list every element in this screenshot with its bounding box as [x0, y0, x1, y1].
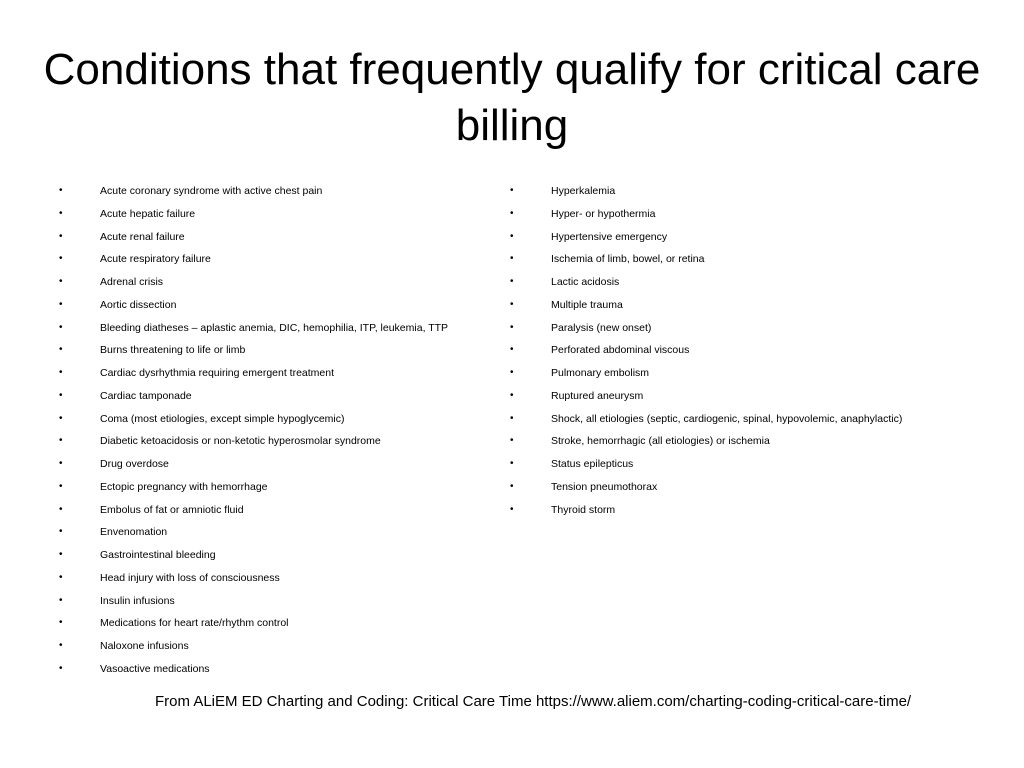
bullet-icon: • — [510, 344, 514, 356]
list-item — [56, 612, 496, 635]
list-item — [507, 248, 987, 271]
list-item — [507, 430, 987, 453]
bullet-icon: • — [510, 321, 514, 333]
list-item-text: Ruptured aneurysm — [551, 389, 644, 402]
bullet-icon: • — [59, 321, 63, 333]
bullet-icon: • — [59, 230, 63, 242]
list-item-text: Embolus of fat or amniotic fluid — [100, 503, 244, 516]
list-item — [56, 453, 496, 476]
list-item-text: Pulmonary embolism — [551, 367, 650, 379]
list-item — [507, 476, 987, 499]
list-item-text: Medications for heart rate/rhythm control — [100, 617, 289, 630]
bullet-icon: • — [59, 389, 63, 401]
list-item — [56, 180, 496, 203]
list-item-text: Stroke, hemorrhagic (all etiologies) or ischemia — [551, 435, 770, 448]
list-item — [56, 339, 496, 362]
list-item — [507, 294, 987, 317]
list-item — [56, 226, 496, 249]
bullet-icon: • — [59, 594, 63, 606]
bullet-icon: • — [510, 389, 514, 401]
bullet-icon: • — [510, 503, 514, 515]
list-item-text: Shock, all etiologies (septic, cardiogenic, spinal, hypovolemic, anaphylactic) — [551, 412, 903, 425]
slide-title: Conditions that frequently qualify for critical care billing — [43, 45, 981, 150]
list-item — [507, 362, 987, 385]
bullet-icon: • — [59, 571, 63, 583]
bullet-icon: • — [510, 230, 514, 242]
bullet-icon: • — [59, 662, 63, 674]
list-item — [507, 271, 987, 294]
bullet-icon: • — [59, 617, 63, 629]
list-item-text: Gastrointestinal bleeding — [100, 549, 216, 561]
list-item-text: Ectopic pregnancy with hemorrhage — [100, 480, 268, 493]
list-item-text: Cardiac tamponade — [100, 389, 192, 402]
bullet-icon: • — [510, 185, 514, 196]
list-item-text: Acute hepatic failure — [100, 207, 196, 220]
bullet-icon: • — [510, 207, 514, 219]
list-item-text: Acute coronary syndrome with active chest pain — [100, 185, 323, 197]
list-item — [56, 430, 496, 453]
list-item-text: Cardiac dysrhythmia requiring emergent treatment — [100, 367, 335, 379]
list-item — [56, 476, 496, 499]
list-item-text: Paralysis (new onset) — [551, 321, 652, 334]
list-item — [507, 180, 987, 203]
list-item — [56, 271, 496, 294]
bullet-icon: • — [59, 207, 63, 219]
list-item — [507, 339, 987, 362]
list-item-text: Perforated abdominal viscous — [551, 344, 690, 357]
list-item — [56, 658, 496, 681]
list-item — [56, 544, 496, 567]
bullet-icon: • — [59, 185, 63, 196]
list-item — [56, 385, 496, 408]
list-item — [56, 362, 496, 385]
list-item-text: Burns threatening to life or limb — [100, 344, 246, 357]
bullet-icon: • — [510, 435, 514, 447]
list-item-text: Adrenal crisis — [100, 276, 164, 288]
list-item-text: Ischemia of limb, bowel, or retina — [551, 253, 705, 266]
list-item-text: Drug overdose — [100, 458, 169, 470]
bullet-icon: • — [59, 640, 63, 651]
list-item-text: Bleeding diatheses – aplastic anemia, DIC, hemophilia, ITP, leukemia, TTP — [100, 321, 449, 334]
list-item-text: Insulin infusions — [100, 594, 175, 607]
list-item — [507, 385, 987, 408]
bullet-icon: • — [59, 480, 63, 492]
list-item — [507, 453, 987, 476]
bullet-icon: • — [510, 458, 514, 469]
list-item-text: Hyperkalemia — [551, 185, 616, 197]
bullet-icon: • — [59, 276, 63, 287]
list-item-text: Naloxone infusions — [100, 640, 189, 652]
list-item — [56, 635, 496, 658]
bullet-icon: • — [510, 298, 514, 310]
list-item — [56, 317, 496, 340]
bullet-icon: • — [59, 344, 63, 356]
bullet-icon: • — [59, 549, 63, 560]
bullet-icon: • — [59, 458, 63, 469]
bullet-icon: • — [510, 412, 514, 424]
list-item-text: Envenomation — [100, 526, 168, 539]
left-condition-list — [56, 180, 496, 681]
list-item — [56, 567, 496, 590]
list-item — [56, 203, 496, 226]
bullet-icon: • — [59, 503, 63, 515]
bullet-icon: • — [59, 253, 63, 265]
list-item — [507, 499, 987, 522]
list-item-text: Thyroid storm — [551, 503, 616, 516]
list-item-text: Multiple trauma — [551, 298, 623, 311]
list-item-text: Acute respiratory failure — [100, 253, 211, 266]
list-item-text: Head injury with loss of consciousness — [100, 571, 280, 584]
list-item — [56, 408, 496, 431]
list-item — [56, 521, 496, 544]
bullet-icon: • — [59, 526, 63, 538]
list-item — [507, 317, 987, 340]
list-item-text: Diabetic ketoacidosis or non-ketotic hyperosmolar syndrome — [100, 435, 381, 448]
list-item-text: Vasoactive medications — [100, 662, 210, 675]
bullet-icon: • — [59, 367, 63, 378]
list-item-text: Aortic dissection — [100, 298, 177, 311]
bullet-icon: • — [510, 480, 514, 492]
list-item-text: Hyper- or hypothermia — [551, 207, 656, 220]
list-item — [56, 499, 496, 522]
source-citation: From ALiEM ED Charting and Coding: Critical Care Time https://www.aliem.com/charting-coding-critical-care-time/ — [155, 693, 912, 710]
list-item-text: Lactic acidosis — [551, 276, 620, 288]
list-item-text: Hypertensive emergency — [551, 230, 668, 243]
right-condition-list — [507, 180, 987, 521]
bullet-icon: • — [59, 298, 63, 310]
list-item — [56, 590, 496, 613]
bullet-icon: • — [59, 412, 63, 424]
list-item-text: Acute renal failure — [100, 230, 185, 243]
list-item — [56, 248, 496, 271]
bullet-icon: • — [510, 367, 514, 378]
list-item — [507, 226, 987, 249]
list-item — [507, 408, 987, 431]
bullet-icon: • — [59, 435, 63, 447]
list-item — [507, 203, 987, 226]
list-item-text: Status epilepticus — [551, 458, 634, 470]
list-item-text: Coma (most etiologies, except simple hypoglycemic) — [100, 412, 345, 425]
bullet-icon: • — [510, 253, 514, 265]
list-item-text: Tension pneumothorax — [551, 480, 658, 493]
bullet-icon: • — [510, 276, 514, 287]
list-item — [56, 294, 496, 317]
